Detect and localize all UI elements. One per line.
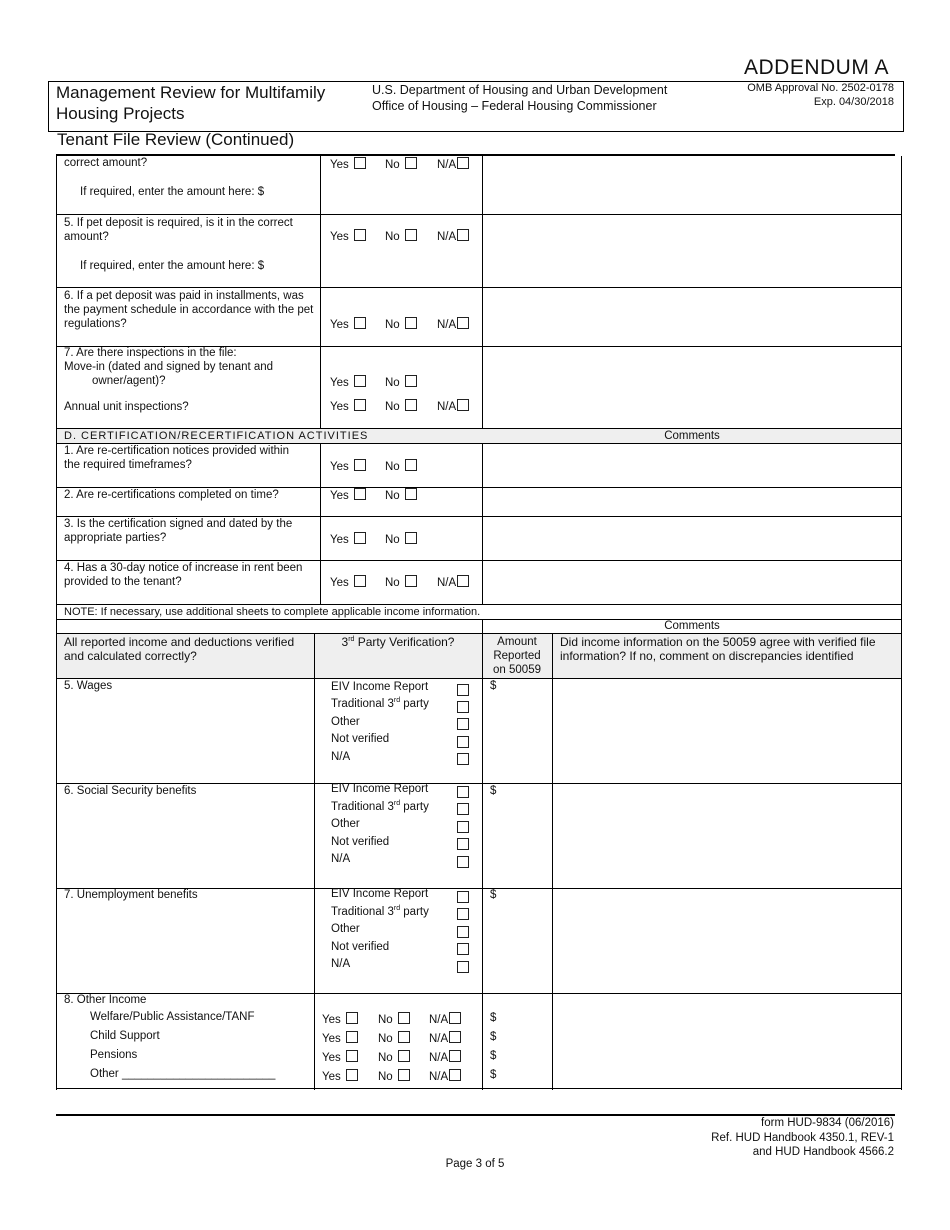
comments-header: Comments [664,430,720,442]
wages-na[interactable]: N/A [331,751,351,763]
checkbox[interactable] [457,575,469,587]
checkbox[interactable] [346,1050,358,1062]
checkbox[interactable] [457,229,469,241]
checkbox[interactable] [354,317,366,329]
ss-traditional-checkbox[interactable] [457,803,469,815]
pensions-yes[interactable]: Yes [322,1052,358,1064]
wages-dollar: $ [490,680,497,692]
q7b-na[interactable]: N/A [437,399,469,413]
d4-options [330,575,457,589]
unemp-eiv[interactable]: EIV Income Report [331,888,429,900]
section-title: Tenant File Review (Continued) [57,130,295,149]
d4-na[interactable]: N/A [437,575,469,589]
checkbox[interactable] [398,1012,410,1024]
section-title-underline [56,154,895,156]
wages-eiv-checkbox[interactable] [457,684,469,696]
ss-other[interactable]: Other [331,818,360,830]
q5-yes[interactable]: Yes [330,231,366,243]
unemp-not-verified[interactable]: Not verified [331,941,390,953]
checkbox[interactable] [354,459,366,471]
checkbox[interactable] [354,532,366,544]
ss-dollar: $ [490,785,497,797]
q7-annual-options [330,399,457,413]
q7-text: 7. Are there inspections in the file: Move-in (dated and signed by tenant and owner/agent)? Annual unit inspections? [64,347,274,413]
d1-text: 1. Are re-certification notices provided within the required timeframes? [64,445,289,471]
wages-other-checkbox[interactable] [457,718,469,730]
q4-amount: If required, enter the amount here: $ [80,186,265,198]
d1-options [330,459,400,473]
other-income-item: Other ________________________ [90,1068,276,1080]
unemp-na[interactable]: N/A [331,958,351,970]
agency-line2: Office of Housing – Federal Housing Commissioner [372,99,657,113]
q5-text: 5. If pet deposit is required, is it in the correct amount? [64,217,293,243]
ss-eiv[interactable]: EIV Income Report [331,783,429,795]
q4-text: correct amount? [64,157,148,169]
checkbox[interactable] [346,1069,358,1081]
ss-other-checkbox[interactable] [457,821,469,833]
income-header-col2: 3rd Party Verification? [341,635,455,649]
q4-no[interactable]: No [385,157,417,171]
note-text: NOTE: If necessary, use additional sheets to complete applicable income information. [64,606,481,618]
unemployment-dollar: $ [490,889,497,901]
q4-yes[interactable]: Yes [330,159,366,171]
checkbox[interactable] [449,1050,461,1062]
other-yes[interactable]: Yes [322,1071,358,1083]
income-comments-header: Comments [664,620,720,632]
checkbox[interactable] [398,1050,410,1062]
q6-options [330,317,457,331]
q5-options [330,229,457,243]
q7a-no[interactable]: No [385,375,417,389]
unemployment-label: 7. Unemployment benefits [64,889,198,901]
q5-na[interactable]: N/A [437,229,469,243]
other-income-label: 8. Other Income [64,994,147,1006]
q5-no[interactable]: No [385,229,417,243]
form-title [56,82,325,124]
omb-approval: OMB Approval No. 2502-0178 [747,82,894,94]
unemp-not-verified-checkbox[interactable] [457,943,469,955]
checkbox[interactable] [354,375,366,387]
q7-movein-options [330,375,400,389]
wages-na-checkbox[interactable] [457,753,469,765]
checkbox[interactable] [346,1012,358,1024]
wages-traditional[interactable]: Traditional 3rd party [331,697,429,710]
child-support-no[interactable]: No [378,1031,410,1045]
checkbox[interactable] [354,575,366,587]
other-no[interactable]: No [378,1069,410,1083]
section-d-title: D. CERTIFICATION/RECERTIFICATION ACTIVITIES [64,430,369,442]
income-header-col4: Did income information on the 50059 agree with verified file information? If no, comment on discrepancies identified [560,635,876,663]
d3-text: 3. Is the certification signed and dated by the appropriate parties? [64,518,293,544]
q6-no[interactable]: No [385,317,417,331]
form-title-line1: Management Review for Multifamily [56,83,326,102]
unemp-other[interactable]: Other [331,923,360,935]
handbook-ref-1: Ref. HUD Handbook 4350.1, REV-1 [711,1131,894,1144]
ss-traditional[interactable]: Traditional 3rd party [331,800,429,813]
d3-options [330,532,400,546]
ss-not-verified[interactable]: Not verified [331,836,390,848]
checkbox[interactable] [457,157,469,169]
wages-other[interactable]: Other [331,716,360,728]
d2-no[interactable]: No [385,488,417,502]
wages-traditional-checkbox[interactable] [457,701,469,713]
agency-line1: U.S. Department of Housing and Urban Development [372,83,668,97]
agency-name [372,82,667,114]
other-na[interactable]: N/A [429,1069,461,1083]
q5-amount: If required, enter the amount here: $ [80,260,265,272]
checkbox[interactable] [405,532,417,544]
welfare-na[interactable]: N/A [429,1012,461,1026]
other-income-item: Child Support [90,1030,160,1042]
ss-not-verified-checkbox[interactable] [457,838,469,850]
checkbox[interactable] [398,1031,410,1043]
checkbox[interactable] [354,157,366,169]
q7a-yes[interactable]: Yes [330,377,366,389]
d2-text: 2. Are re-certifications completed on time? [64,489,279,501]
wages-eiv[interactable]: EIV Income Report [331,681,429,693]
checkbox[interactable] [405,317,417,329]
pensions-no[interactable]: No [378,1050,410,1064]
q7b-no[interactable]: No [385,399,417,413]
unemp-traditional-checkbox[interactable] [457,908,469,920]
checkbox[interactable] [405,375,417,387]
income-header-col1: All reported income and deductions verified and calculated correctly? [64,635,295,663]
checkbox[interactable] [354,399,366,411]
d4-no[interactable]: No [385,575,417,589]
checkbox[interactable] [457,399,469,411]
ss-label: 6. Social Security benefits [64,785,197,797]
other-options [322,1069,449,1083]
checkbox[interactable] [405,399,417,411]
page-number: Page 3 of 5 [445,1158,505,1170]
d1-no[interactable]: No [385,459,417,473]
footer-refs [711,1116,894,1160]
form-number: form HUD-9834 (06/2016) [761,1117,894,1129]
checkbox[interactable] [457,317,469,329]
wages-not-verified[interactable]: Not verified [331,733,390,745]
q7b-yes[interactable]: Yes [330,401,366,413]
dollar-sign: $ [490,1012,497,1024]
d1-yes[interactable]: Yes [330,461,366,473]
wages-label: 5. Wages [64,680,113,692]
unemp-traditional[interactable]: Traditional 3rd party [331,905,429,918]
pensions-options [322,1050,449,1064]
q6-text: 6. If a pet deposit was paid in installments, was the payment schedule in accordance with the pet regulations? [64,290,314,330]
handbook-ref-2: and HUD Handbook 4566.2 [752,1146,894,1158]
omb-info [747,81,894,109]
dollar-sign: $ [490,1031,497,1043]
checkbox[interactable] [405,575,417,587]
welfare-options [322,1012,449,1026]
child-support-na[interactable]: N/A [429,1031,461,1045]
pensions-na[interactable]: N/A [429,1050,461,1064]
q6-yes[interactable]: Yes [330,319,366,331]
other-income-item: Pensions [90,1049,138,1061]
checkbox[interactable] [346,1031,358,1043]
checkbox[interactable] [354,229,366,241]
unemp-other-checkbox[interactable] [457,926,469,938]
omb-expiration: Exp. 04/30/2018 [813,96,894,108]
d4-yes[interactable]: Yes [330,577,366,589]
q6-na[interactable]: N/A [437,317,469,331]
ss-na[interactable]: N/A [331,853,351,865]
wages-not-verified-checkbox[interactable] [457,736,469,748]
unemp-eiv-checkbox[interactable] [457,891,469,903]
income-header-col3: Amount Reported on 50059 [493,636,541,676]
d3-yes[interactable]: Yes [330,534,366,546]
checkbox[interactable] [405,459,417,471]
checkbox[interactable] [449,1031,461,1043]
unemp-na-checkbox[interactable] [457,961,469,973]
checkbox[interactable] [449,1069,461,1081]
child-support-options [322,1031,449,1045]
q4-na[interactable]: N/A [437,157,469,171]
checkbox[interactable] [449,1012,461,1024]
other-income-item: Welfare/Public Assistance/TANF [90,1011,255,1023]
d2-options [330,488,400,502]
d3-no[interactable]: No [385,532,417,546]
addendum-label: ADDENDUM A [744,56,890,79]
checkbox[interactable] [405,488,417,500]
checkbox[interactable] [398,1069,410,1081]
d2-yes[interactable]: Yes [330,490,366,502]
dollar-sign: $ [490,1050,497,1062]
ss-na-checkbox[interactable] [457,856,469,868]
ss-eiv-checkbox[interactable] [457,786,469,798]
checkbox[interactable] [405,157,417,169]
checkbox[interactable] [354,488,366,500]
d4-text: 4. Has a 30-day notice of increase in rent been provided to the tenant? [64,562,303,588]
welfare-yes[interactable]: Yes [322,1014,358,1026]
checkbox[interactable] [405,229,417,241]
dollar-sign: $ [490,1069,497,1081]
welfare-no[interactable]: No [378,1012,410,1026]
q4-options [330,157,457,171]
child-support-yes[interactable]: Yes [322,1033,358,1045]
form-title-line2: Housing Projects [56,104,185,123]
